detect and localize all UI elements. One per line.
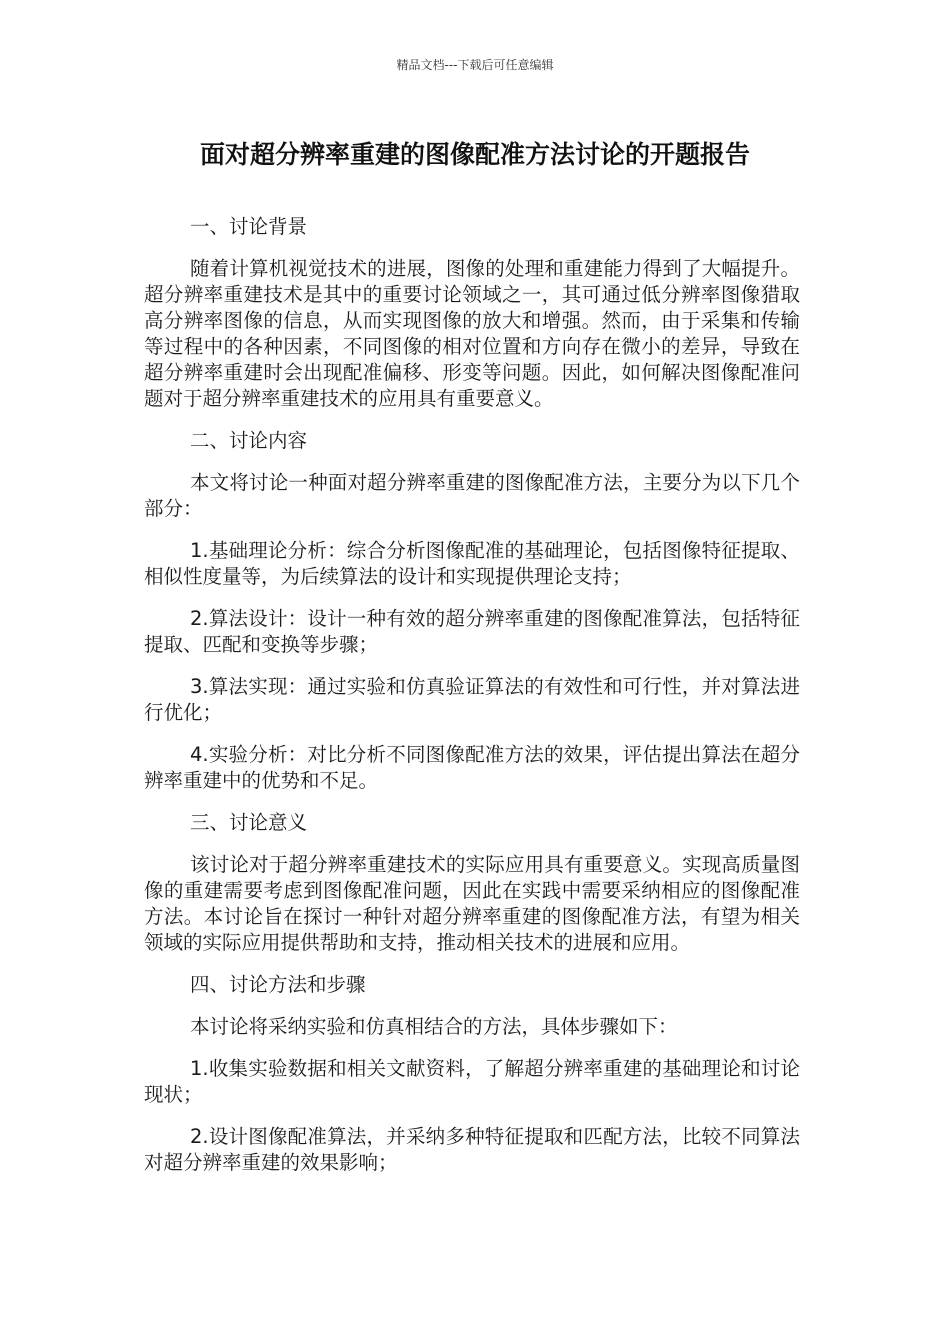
section-heading-significance: 三、讨论意义 (190, 811, 308, 834)
document-title: 面对超分辨率重建的图像配准方法讨论的开题报告 (199, 140, 750, 169)
section-heading-methods: 四、讨论方法和步骤 (190, 973, 366, 996)
list-item-algorithm-implementation: 3.算法实现：通过实验和仿真验证算法的有效性和可行性，并对算法进行优化； (144, 675, 800, 724)
paragraph-significance: 该讨论对于超分辨率重建技术的实际应用具有重要意义。实现高质量图像的重建需要考虑到图像配准问题，因此在实践中需要采纳相应的图像配准方法。本讨论旨在探讨一种针对超分辨率重建的图像配准方法，有望为相关领域的实际应用提供帮助和支持，推动相关技术的进展和应用。 (144, 853, 800, 954)
list-item-experiment-analysis: 4.实验分析：对比分析不同图像配准方法的效果，评估提出算法在超分辨率重建中的优势和不足。 (144, 743, 800, 792)
list-item-theory: 1.基础理论分析：综合分析图像配准的基础理论，包括图像特征提取、相似性度量等，为后续算法的设计和实现提供理论支持； (144, 539, 800, 588)
paragraph-background: 随着计算机视觉技术的进展，图像的处理和重建能力得到了大幅提升。超分辨率重建技术是其中的重要讨论领域之一，其可通过低分辨率图像猎取高分辨率图像的信息，从而实现图像的放大和增强。然而，由于采集和传输等过程中的各种因素，不同图像的相对位置和方向存在微小的差异，导致在超分辨率重建时会出现配准偏移、形变等问题。因此，如何解决图像配准问题对于超分辨率重建技术的应用具有重要意义。 (144, 257, 800, 410)
paragraph-methods-intro: 本讨论将采纳实验和仿真相结合的方法，具体步骤如下： (190, 1015, 678, 1038)
list-item-design-registration: 2.设计图像配准算法，并采纳多种特征提取和匹配方法，比较不同算法对超分辨率重建的效果影响； (144, 1125, 800, 1174)
document-body (144, 214, 800, 1192)
list-item-collect-data: 1.收集实验数据和相关文献资料，了解超分辨率重建的基础理论和讨论现状； (144, 1057, 800, 1106)
header-note: 精品文档---下载后可任意编辑 (396, 58, 554, 72)
section-heading-background: 一、讨论背景 (190, 215, 308, 238)
list-item-algorithm-design: 2.算法设计：设计一种有效的超分辨率重建的图像配准算法，包括特征提取、匹配和变换等步骤； (144, 607, 800, 656)
section-heading-content: 二、讨论内容 (190, 429, 308, 452)
paragraph-content-intro: 本文将讨论一种面对超分辨率重建的图像配准方法，主要分为以下几个部分： (144, 471, 800, 520)
